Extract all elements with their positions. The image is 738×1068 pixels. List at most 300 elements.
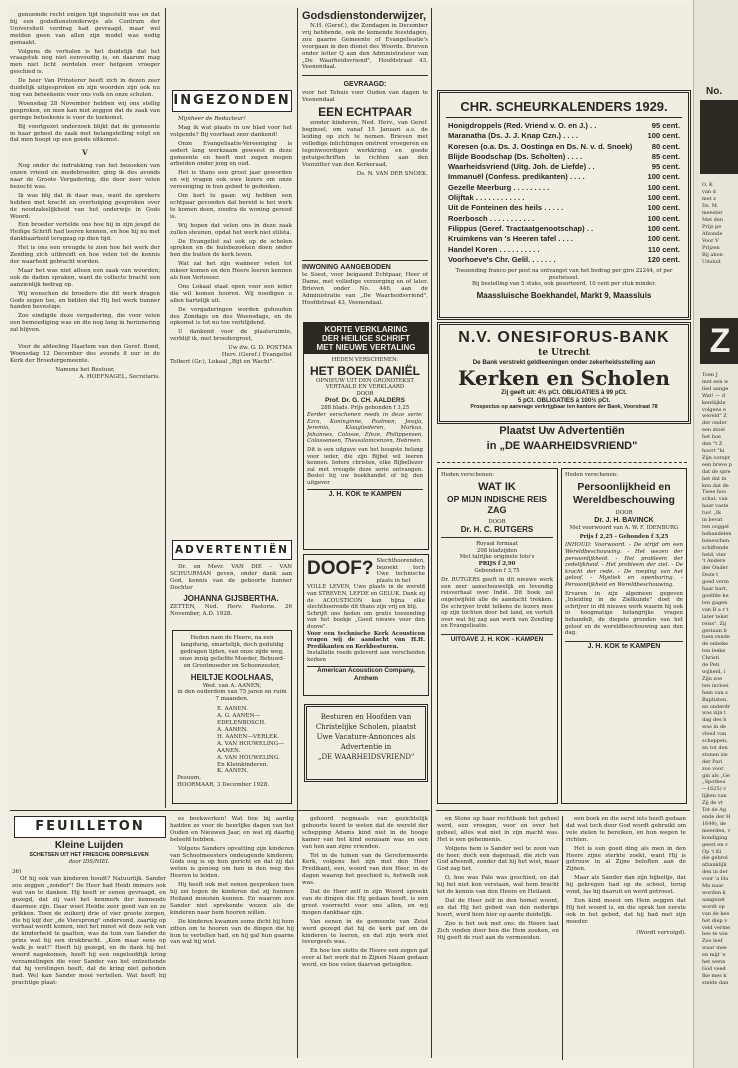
birth-text: Dr. en Mevr. VAN DIE – VAN SCHUURMAN geven, onder dank aan God, kennis van de geboorte hunner Dochter — [170, 564, 292, 591]
strip-line: de Peti — [702, 662, 720, 669]
book-title: HET BOEK DANIËL — [309, 363, 420, 378]
heden-label: Heden verschenen: — [565, 472, 618, 478]
title-line: ZAG — [487, 504, 507, 515]
calendar-item-price: 95 cent. — [651, 121, 680, 130]
book-contents: INHOUD: Voorwoord. - De strijd om een Wereldbeschouwing. - Het wezen der persoonlijkheid. - Het probleem der zedelijkheid. - Het probleem der ziel. - De kracht der rede. - De roeping van het geloof. - Mystiek en openbaring. - Persoonlijkheid en Wereldbeschouwing. — [565, 542, 683, 588]
strip-line: veld verme — [702, 924, 731, 931]
ad-text: Voor een technische Kerk Acousticon vragen wij de aandacht van H.H. Predikanten en Kerkbesturen. — [307, 630, 425, 650]
publisher: J. H. KOK te KAMPEN — [565, 641, 683, 652]
strip-line: der Onder — [702, 565, 729, 572]
death-age: in den ouderdom van 75 jaren en ruim 7 maanden. — [177, 689, 287, 703]
strip-line: Ike mes k — [702, 972, 727, 979]
header-line: KORTE VERKLARING — [324, 325, 408, 334]
publisher: UITGAVE J. H. KOK - KAMPEN — [441, 634, 553, 644]
paragraph: Hij heeft ook met eenen gesproken toen hij zei tegen de kinderen dat zij hunnen Heiland moesten kennen. En waarom zou Sander niet sprekende wezen als de kinderen naar hem hooren willen. — [170, 882, 294, 916]
strip-line: Ds. M. — [702, 203, 719, 209]
strip-line: O, K — [702, 182, 713, 188]
death-text: Heden nam de Heere, na een langdurig, smartelijk, doch geduldig gedragen lijden, van onze zijde weg, onze innig geliefde Moeder, Behuwd- en Grootmoeder en Schoonzuster, — [179, 635, 285, 669]
strip-body — [702, 372, 738, 987]
section-rule — [10, 810, 430, 811]
strip-line: Voor V — [702, 238, 719, 244]
strip-line: —1625) v — [702, 786, 727, 793]
onesiforus-ad — [437, 322, 691, 424]
strip-line: en tot den — [702, 744, 728, 751]
strip-line: de onbeke — [702, 641, 729, 648]
strip-line: God veed — [702, 965, 726, 972]
paragraph: O, hoe was Pale was geschied, en dat hij het niet kon verstaan, wat hem bracht tot de kennis van den Heere en Heiland. — [437, 875, 559, 896]
bank-rates: Zij geeft uit: 4½ pCt. OBLIGATIES à 99 pCt. 5 pCt. OBLIGATIES à 100½ pCt. — [501, 389, 627, 404]
door-label: DOOR — [356, 390, 374, 397]
bank-prospect: Prospectus op aanvrage verkrijgbaar ten kantore der Bank, Voorstraat 78 — [470, 404, 658, 410]
ad-line: „DE WAARHEIDSVRIEND" — [317, 753, 415, 761]
calendar-item — [448, 245, 680, 255]
header-line: DER HEILIGE SCHRIFT — [321, 334, 410, 343]
calendar-item-name: Kruimkens van 's Heeren tafel . . . . — [448, 234, 574, 244]
column-rule — [297, 8, 298, 1058]
signoff-name: A. HOEFNAGEL, Secretaris. — [79, 373, 160, 380]
strip-line: die gebrol — [702, 855, 728, 862]
newspaper-page — [6, 4, 692, 1062]
header-line: MET NIEUWE VERTALING — [316, 343, 416, 352]
calendar-item-name: Waarheidsvriend (Uitg. Joh. de Liefde) . . — [448, 162, 595, 172]
strip-line: ten ooggel — [702, 523, 729, 530]
book-author: Dr. J. H. BAVINCK — [594, 517, 654, 525]
strip-line: Deze t — [702, 572, 719, 579]
greeting: Mijnheer de Redacteur! — [178, 116, 246, 122]
death-date: HOORMAAR, 3 December 1928. — [177, 782, 270, 789]
paragraph: Onze Evangelisatie-Vereeniging is sedert lang werkzaam geweest in deze gemeente en heeft met zegen mogen arbeiden onder jong en oud. — [170, 140, 292, 168]
strip-line: het hoe — [702, 434, 721, 441]
to-be-continued: (Wordt vervolgd). — [636, 929, 686, 936]
feuilleton-header: FEUILLETON — [14, 816, 166, 838]
death-widow: Wed. van A. AANEN, — [202, 682, 262, 689]
strip-line: een breve p — [702, 461, 732, 468]
calendar-list — [440, 121, 688, 265]
echtpaar-text: zonder kinderen, Ned. Herv., van Geref. beginsel, om vanaf 15 Januari a.s. de leiding op zich te nemen. Brieven met volledige inlichtingen omtrent vroegeren en tegenwoordigen werkkring en goede getuigschriften te richten aan den Voorzitter van den Kerkeraad, — [302, 120, 428, 168]
calendar-item-price: 100 cent. — [647, 182, 680, 192]
ad-line: Besturen en Hoofden van — [320, 713, 412, 721]
paragraph: Mag ik wat plaats in uw blad voor het volgende? Bij voorbaat zeer dankend! — [170, 124, 292, 138]
ad-text: te Soest, voor beigaand Echtpaar, Heer of Dame, met volledige verzorging en of later. Brieven onder No. 446, aan de Administratie van „De Waarheidsvriend", Hoofdstraat 43, Veenendaal. — [302, 272, 428, 306]
strip-line: geest en v — [702, 841, 728, 848]
calendar-item — [448, 162, 680, 172]
ad-line: Uwe Vacature-Annonces als — [316, 733, 416, 741]
persoonlijkheid-ad — [561, 468, 687, 804]
paragraph: Ons Lokaal staat open voor een ieder die wil komen hooren. Wij noodigen u allen hartelijk uit. — [170, 283, 292, 304]
strip-line: Baptisten, — [702, 696, 728, 703]
strip-line: en mijt 'e — [702, 952, 726, 959]
story-column-2 — [170, 816, 294, 1060]
book-price: Prijs f 2,25 - Gebonden f 3,25 — [579, 533, 669, 540]
signoff-place: Tolbert (Gr.), Lokaal „Bijt en Wacht". — [170, 359, 275, 365]
strip-line: goed verm — [702, 579, 729, 586]
company: American Acousticon Company, Arnhem — [307, 666, 425, 683]
signoff-line: Namens het Bestuur, — [55, 366, 115, 373]
paragraph: Wij hopen dat velen ons in deze zaak zullen steunen, opdat het werk niet stilsta. — [170, 222, 292, 236]
title-line: WAT IK — [478, 480, 516, 493]
ad-line: in „DE WAARHEIDSVRIEND" — [486, 440, 638, 452]
calendar-item-price: 110 cent. — [647, 244, 680, 254]
shop-name: Maassluische Boekhandel, Markt 9, Maassluis — [476, 290, 652, 300]
strip-line: zoo voor — [702, 765, 724, 772]
format-line: Royaal formaat — [476, 541, 518, 548]
strip-line: dag des h — [702, 717, 727, 724]
ad-note: Toezending franco per post na ontvangst van het bedrag per giro 22244, of per postwissel. — [455, 268, 673, 281]
column-rule — [431, 8, 432, 1058]
strip-line: vloed van — [702, 731, 727, 738]
paragraph: Een kind moest om Hem zeggen dat Hij het woord is, en die sprak ten eerste ook in het gebed, dat hij bad met zijn moeder. — [566, 897, 686, 925]
paragraph: U dankend voor de plaatsruimte, verblijf ik, met broedergroet, — [170, 329, 292, 343]
ad-title: DOOF? — [307, 558, 374, 579]
strip-line: Twee boo — [702, 489, 727, 496]
strip-line: volgens e — [702, 406, 726, 413]
calendar-item-name: Voorhoeve's Chr. Gelil. . . . . . . — [448, 254, 556, 264]
book-author: Dr. H. C. RUTGERS — [441, 525, 553, 538]
calendar-item-name: Uit de Fonteinen des heils . . . . . — [448, 203, 564, 213]
paragraph: genoemde recht enigen tijd ingesteld was en dat bij een godsdienstonderwijs als Centrum der Universiteit verdrag had gevraagd, maar wel melden geen van allen zijn model was nodig gemaakt. — [10, 12, 160, 46]
calendar-item — [448, 193, 680, 203]
strip-line: Zij de vt — [702, 800, 723, 807]
paragraph: Het is ons een vreugde te zien hoe het werk der Zending zich uitbreidt en hoe velen tot de kennis der waarheid gebracht worden. — [10, 245, 160, 265]
paragraph: Nog onder de indrukking van het bezoeken van onzen vriend en medebroeder, ging ik des avonds naar de Groote Vergadering, die door zeer velen bezocht was. — [10, 163, 160, 190]
paragraph: Volgens de verhalen is het duidelijk dat het vraagstuk nog niet eenvoudig is, en daarom mag men niet licht oordelen over hetgeen vroeger geschied is. — [10, 48, 160, 76]
story-subtitle: SCHETSEN UIT HET FRIESCHE DORPSLEVEN — [29, 852, 149, 858]
strip-line: ten leeke — [702, 648, 726, 655]
story-column-5 — [566, 816, 686, 1060]
calendar-item-price: 100 cent. — [647, 234, 680, 244]
strip-line: scheppen, — [702, 738, 728, 745]
ad-title: Godsdienstonderwijzer, — [302, 10, 427, 22]
echtpaar-title: EEN ECHTPAAR — [318, 105, 412, 120]
paragraph: Volgens Sanders opvatting zijn kinderen van Schoolmeesters ondeugende kinderen; Gods oog is op hun gericht en dat zij dat weten is genoeg om hen in den weg des Heeren te leiden. — [170, 845, 294, 880]
paragraph: Om kort te gaan: wij hebben een echtpaar gevonden dat bereid is het werk te komen doen, zoodra de woning gereed is. — [170, 193, 292, 220]
death-place: Pesuum, — [177, 775, 201, 782]
calendar-item-name: Roerbosch . . . . . . . . . . . — [448, 213, 535, 223]
heden-label: HEDEN VERSCHENEN: — [331, 357, 399, 363]
strip-line: meester — [702, 210, 723, 216]
ingezonden-column — [170, 116, 292, 516]
birth-place: ZETTEN, Ned. Herv. Pastorie. 26 November, A.D. 1928. — [170, 603, 292, 617]
strip-line: tus! „Ik — [702, 510, 721, 517]
strip-line: haar hart, — [702, 586, 728, 593]
strip-line: tuen rende — [702, 634, 730, 641]
calendar-item — [448, 183, 680, 193]
format-line: Met talrijke originele foto's — [459, 554, 535, 561]
door-label: DOOR — [488, 518, 506, 525]
strip-line: wijheid, i — [702, 668, 726, 675]
calendar-item-name: Koresen (o.a. Ds. J. Oostinga en Ds. N. v. d. Snoek) — [448, 141, 633, 151]
strip-line: Toen J — [702, 372, 718, 378]
strip-line: reiss". Zij — [702, 620, 727, 627]
bank-name: N.V. ONESIFORUS-BANK — [458, 329, 670, 346]
calendar-item-price: 100 cent. — [647, 131, 680, 141]
strip-line: het dat in — [702, 475, 727, 482]
paragraph: een boek en die eerst iets heeft gedaan dat wat toch door God wordt gebruikt om vele zielen te bereiken, en hun wegen te richten. — [566, 816, 686, 843]
calendar-item-name: Olijftak . . . . . . . . . . . . — [448, 193, 525, 203]
strip-line: het diep v — [702, 917, 728, 924]
paragraph: Woensdag 28 November hebben wij ons stellig gesproken, en men kan niet zeggen dat de zaak van geringe beteekenis is voor de toekomst. — [10, 100, 160, 121]
death-name: HEILTJE KOOLHAAS, — [190, 672, 274, 682]
strip-line: was in de — [702, 724, 726, 731]
strip-line: met een w — [702, 378, 729, 385]
paragraph: Of hij ook van kinderen houdt? Natuurlijk. Sander zou zeggen „zonder"! De Heer had Heidi immers ook wat van te danken. Hij heeft er eenen gevraagd, en gezegd, dat zij vast het kenmerk der kennende daarmee zijn. Daar weet Heidie zeer goed van en ze prikken. Toen de zuikerij drie of vier groote zorgen, die hij kijf der „de Viersprong" ondervond, zaartig op verhaal wordt komen, niet het minst wil deze ook van de kinderheid te gaatten, was de tuin van Sander de prins wat hij een drukbracht. „Kom maar eens op walk je wat!" Heeft hij gezegd, en de dank hij het woord nagekomen, heeft hij een ongeloofdijk kring verzamelingen die voor Sander van het ontzettende dat hij verslingen heeft, dat de kring niet geboden had. Wel kan Sander mooi vertellen. Wat heeft hij prachtige plaat- — [12, 876, 166, 986]
paragraph: Maar als Sander dan zijn bijbeltje, dat hij gekregen had op de school, terug vond, las hij daaruit en werd getroost. — [566, 875, 686, 896]
paragraph: De Evangelist zal ook op de scholen spreken en de huisbezoeken doen onder hen die buiten de kerk leven. — [170, 238, 292, 259]
paragraph: Het is thans een groot jaar geworden en wij vragen ook uwe lezers om onze vereeniging in hun gebed te gedenken. — [170, 170, 292, 191]
book-title: Persoonlijkheid en Wereldbeschouwing — [573, 480, 675, 506]
strip-line: ende der H — [702, 814, 731, 820]
paragraph: Zoo eindigde deze vergadering, die voor velen een bemoediging was en die nog lang in herinnering zal blijven. — [10, 313, 160, 334]
strip-line: ten invloei — [702, 682, 729, 689]
calendar-item-price: 100 cent. — [647, 223, 680, 233]
strip-line: Mn naar — [702, 883, 724, 890]
paragraph: Wij wenschen de broeders die dit werk dragen Gods zegen toe, en bidden dat Hij het werk hunner handen bevestige. — [10, 290, 160, 311]
ad-title: CHR. SCHEURKALENDERS 1929. — [446, 97, 682, 118]
calendar-item-name: Blijde Boodschap (Ds. Scholten) . . . . — [448, 151, 583, 161]
strip-line: van de kee — [702, 910, 730, 917]
paragraph: Wat zal het zijn wanneer velen tot inkeer komen en den Heere leeren kennen als hun Verlosser. — [170, 261, 292, 282]
calendar-item-price: 100 cent. — [647, 213, 680, 223]
strip-line: gestaan b — [702, 627, 727, 634]
ad-note: Bij bestelling van 5 stuks, ook gesorteerd, 10 cent per stuk minder. — [472, 281, 656, 288]
strip-line: schat, van — [702, 496, 728, 503]
book-blurb: Dit is een uitgave van het hoogste belang voor ieder, die zijn Bijbel wil leeren kennen. Iedere christen, elke Bijbellezer zal met vreugde deze serie ontvangen. Bestel bij uw boekhandel of bij den uitgever — [307, 446, 423, 486]
ad-side: Slechthoorenden, bezoekt toch Uwe technische plaats in het — [376, 558, 425, 584]
strip-line: hem van s — [702, 689, 728, 696]
korte-verklaring-ad — [303, 322, 429, 550]
book-author: Prof. Dr. G. CH. AALDERS — [325, 397, 405, 405]
format-line: Gebonden f 3,75 — [474, 567, 520, 574]
calendar-item-price: 95 cent. — [651, 162, 680, 172]
story-author: door IDS/NIEL — [68, 858, 110, 865]
indische-reis-ad — [437, 468, 558, 804]
calendar-item — [448, 255, 680, 265]
section-rule — [436, 810, 690, 811]
strip-line: lied aange — [702, 385, 729, 392]
strip-line: lijken van — [702, 793, 727, 800]
strip-line: der onder — [702, 420, 727, 427]
paragraph: Zoo is het ook met ons: de Heere laat Zich vinden door hen die Hem zoeken, en Hij geeft de rust aan de vermoeiden. — [437, 920, 559, 941]
book-price: 288 blads. Prijs gebonden f 3,25 — [320, 405, 410, 412]
paragraph: Van eenen in de gemeente van Zeist werd gezegd dat hij de kerk gaf om de kinderen te leeren, en dat zijn werk niet tevergeefs was. — [302, 918, 428, 946]
feuilleton-column — [12, 840, 166, 1060]
strip-line: meerden, v — [702, 827, 731, 834]
story-number: 36) — [12, 869, 22, 876]
strip-line: beneschen. — [702, 537, 731, 544]
paragraph: De heer Van Prinsterer heeft zich in dezen zeer duidelijk uitgesproken en zijn woorden zijn ook nu nog van beteekenis voor ons volk en onze scholen. — [10, 78, 160, 98]
strip-line: kondiging — [702, 834, 728, 841]
ad-text: VOLLE LEVEN, Uwe plaats in de wereld van STREVEN, LEFDE en GELUK. Dank zij de ACOUSTICON kan bijna elke slechthoorende dit thans zijn vrij en blij. — [307, 584, 425, 611]
strip-line: Uitsluit — [702, 259, 721, 265]
ad-title: INWONING AANGEBODEN — [302, 264, 391, 271]
strip-line: Zijn oorspr — [702, 454, 731, 461]
signoff-name: Uw dw. G. D. POSTMA — [228, 345, 292, 352]
plaatst-ad — [437, 424, 687, 463]
paragraph: Dat de Heer zelf in zijn Woord spreekt van de dingen die Hij gedaan heeft, is een groot voorrecht voor ons allen, en wij mogen dankbaar zijn. — [302, 889, 428, 916]
section-roman-numeral: V — [82, 148, 88, 158]
paragraph: en Stone op haar rechtbank het geheel werd, een vroegen, voor en over het geheel, alles wat niet in zijn macht was. Het is een geheimenis. — [437, 816, 559, 843]
strip-lines — [702, 182, 738, 266]
strip-line: was zijn t — [702, 710, 727, 717]
advertentien-header: ADVERTENTIËN — [172, 540, 292, 560]
strip-line: held, vier — [702, 551, 726, 558]
ad-text: Schrijft ons heden om gratis toezending van het boekje „Goed nieuws voor den doove". — [307, 610, 425, 630]
calendar-item-name: Immanuël (Confess. predikanten) . . . . — [448, 172, 585, 182]
calendar-item — [448, 131, 680, 141]
masthead-fragment — [700, 100, 738, 174]
calendar-item-price: 100 cent. — [647, 203, 680, 213]
birth-name: JOHANNA GIJSBERTHA. — [183, 593, 279, 603]
scheurkalenders-ad — [437, 90, 691, 320]
book-sub: OPNIEUW UIT DEN GRONDTEKST VERTAALD EN VERKLAARD — [316, 377, 414, 391]
inwoning-ad — [302, 260, 428, 323]
besturen-ad — [304, 704, 428, 782]
calendar-item — [448, 172, 680, 182]
calendar-item — [448, 121, 680, 131]
strip-line: 1649), de — [702, 820, 727, 827]
echtpaar-sign: Ds. N. VAN DER SNOEK. — [356, 170, 428, 177]
calendar-item — [448, 234, 680, 244]
ingezonden-header: INGEZONDEN — [172, 90, 292, 112]
strip-line: wereld" Z — [702, 413, 727, 420]
doof-ad — [303, 554, 429, 696]
story-column-3 — [302, 816, 428, 1060]
bank-city: te Utrecht — [538, 348, 590, 358]
publisher: J. H. KOK te KAMPEN — [307, 489, 423, 500]
strip-line: aangezet — [702, 896, 725, 903]
calendar-item — [448, 214, 680, 224]
calendar-item — [448, 203, 680, 213]
strip-line: gin als „Ge — [702, 772, 730, 779]
strip-line: wordt op — [702, 903, 725, 910]
strip-line: Bij abon — [702, 252, 723, 258]
story-column-4 — [437, 816, 559, 1060]
calendar-item-price: 100 cent. — [647, 193, 680, 203]
column-rule — [165, 8, 166, 808]
death-announcement — [172, 630, 292, 804]
strip-line: en onderdr — [702, 703, 731, 710]
strip-line: dat de spre — [702, 468, 731, 475]
strip-line: Op 't Ki — [702, 848, 722, 855]
strip-line: ken dat de — [702, 482, 729, 489]
calendar-item — [448, 224, 680, 234]
calendar-item-name: Handel Koren . . . . . . . . . . — [448, 244, 540, 254]
strip-line: van B a r t — [702, 606, 729, 613]
book-blurb: Dr. RUTGERS geeft in dit nieuwe werk een zeer aanschouwelijk en levendig reisverhaal over Indië. Dit boek zal ongetwijfeld alle de aandacht trekken. De schrijver trekt telkens de lezers mee op zijn tochten door het land, en vertelt over wat hij zag aan werk van Zending en Evangelisatie. — [441, 577, 553, 630]
strip-line: een stoel — [702, 427, 725, 434]
strip-line: den in der — [702, 869, 728, 876]
strip-line: goelfde he — [702, 593, 729, 599]
paragraph: Dat de Heer zelf in den hemel woont, en dat Hij het gebed van den nederige hoort, werd hem hier op aarde duidelijk. — [437, 897, 559, 918]
section-initial: Z — [700, 318, 738, 364]
issue-number-label: No. — [706, 86, 723, 97]
calendar-item-price: 100 cent. — [647, 172, 680, 182]
strip-line: Prijzen — [702, 245, 720, 251]
column-rule — [562, 816, 563, 1060]
paragraph: Voor de afdeeling Haarlem van den Geref. Bond, Woensdag 12 December des avonds 8 uur in de Kerk der Broedergemeente. — [10, 344, 160, 364]
gevraagd-label: GEVRAAGD: — [343, 81, 387, 89]
book-with: Met voorwoord van A. W. F. IDENBURG — [569, 525, 679, 532]
birth-announcement — [170, 564, 292, 624]
strip-line: met z — [702, 196, 716, 202]
family-names: E. AANEN. A. G. AANEN— EDELENBOSCH. A. AANEN. H. AANEN—VERLEK. A. VAN HOUWELING— AANEN. A. VAN HOUWELING. En Kleinkinderen. K. AANEN. — [217, 706, 284, 775]
strip-line: Zijn zoe — [702, 675, 723, 682]
ad-text: N.H. (Geref.), die Zondagen in December vrij hebbende, ook de komende feestdagen, zou gaarne Gemeente of Evangelisatie's voorgaan in den dienst des Woords. Brieven onder letter Q aan den Administrateur van „De Waarheidsvriend", Hoofdstraat 43, Veenendaal. — [302, 23, 428, 71]
ad-line: Advertentie in — [340, 743, 392, 751]
title-line: OP MIJN INDISCHE REIS — [447, 493, 547, 504]
calendar-item-name: Honigdroppels (Red. Vriend v. O. en J.) . . — [448, 121, 597, 130]
calendar-item-price: 120 cent. — [647, 254, 680, 264]
paragraph: Ik was blij dat ik daar was, want de sprekers hebben met kracht en overtuiging gesproken over de noodzakelijkheid van het onderwijs in Gods Woord. — [10, 192, 160, 220]
strip-line: waar mee — [702, 945, 727, 952]
strip-line: der Pari — [702, 758, 723, 765]
ad-text: Installatie reeds geleverd aan verscheiden kerken — [307, 650, 425, 663]
strip-line: stelde dan — [702, 979, 729, 986]
paragraph: De vergaderingen worden gehouden des Zondags en des Woensdags, en de opkomst is tot nu toe verblijdend. — [170, 306, 292, 327]
strip-line: Wat! — d — [702, 392, 726, 399]
strip-line: „Spotbea — [702, 779, 726, 786]
paragraph: Een broeder vertelde ons hoe hij in zijn jeugd de Heilige Schrift had leeren kennen, en hoe hij nu met dankbaarheid terugzag op dien tijd. — [10, 222, 160, 243]
strip-line: later tekst — [702, 613, 729, 620]
strip-line: hoort "hi — [702, 447, 725, 454]
format-line: 208 bladzijden — [476, 547, 518, 554]
strip-line: haar vaste — [702, 503, 729, 510]
strip-line: Prijs pe — [702, 224, 722, 230]
paragraph: Tot in de tuinen van de Gereformeerde Kerk, volgens het zijn met den Heer Predikant, een, woord van den Heer, in de dagen waarop het geschied is, hetwelk ook was. — [302, 852, 428, 887]
strip-line: van d — [702, 189, 716, 195]
strip-line: behandelen — [702, 530, 732, 537]
strip-line: ten gagen — [702, 599, 728, 606]
paragraph: Volgens hem is Sander wel te zoon van de heer, doch een dageraad, die zich van God afwendt, zonder dat hij het wist, maar God zag het. — [437, 845, 559, 873]
ad-line: Christelijke Scholen, plaatst — [315, 723, 417, 731]
calendar-item-price: 80 cent. — [651, 141, 680, 151]
calendar-item-price: 85 cent. — [651, 151, 680, 161]
paragraph: Bij voortgezet onderzoek blijkt dat de gemeente in haar geheel de zaak met belangstelling volgt en dat men hoopt op een goede uitkomst. — [10, 123, 160, 144]
strip-line: Met den — [702, 217, 724, 223]
strip-line: bes te wie — [702, 931, 728, 938]
paragraph: En hoe ten slotte de Heere een zegen gaf over al het werk dat in Zijnen Naam gedaan werd, en hoe velen daarvan getuigden. — [302, 948, 428, 969]
calendar-item-name: Maranatha (Ds. J. J. Knap Czn.) . . . . — [448, 131, 578, 141]
paragraph: De kinderen kwamen soms dicht bij hem zitten om te hooren van de dingen die hij hun te vertellen had, en hij gaf hun gaarne van wat hij wist. — [170, 918, 294, 946]
strip-line: 't Andere — [702, 558, 726, 565]
paragraph: Het is een goed ding als men in den Heere zijne sterkte zoekt, want Hij is getrouw in al Zijne beloften aan de Zijnen. — [566, 845, 686, 873]
strip-line: het wenn — [702, 959, 726, 966]
strip-line: Tot de Ag — [702, 807, 727, 814]
calendar-item — [448, 142, 680, 152]
paragraph: gehoord nogmaals van gezichtelijk geboorte teerd te weten dat de wereld der schepping Adams kind niet in de hooge kamer van het kind eenzaam was en een van hen aan zijne vrienden. — [302, 816, 428, 850]
strip-line: in bevat — [702, 517, 723, 524]
door-label: DOOR — [615, 509, 633, 516]
gevraagd-text: voor het Tehuis voor Ouden van dagen te Veenendaal — [302, 90, 428, 104]
strip-line: worden k — [702, 889, 726, 896]
strip-line: schiftende — [702, 544, 729, 551]
paragraph: es boekwerken! Wat hoe bij aardig hadden ze voor de heerlijke dagen van het Ouden en Nieuwen Jaar, en wat zij daarbij beleefd hebben. — [170, 816, 294, 843]
strip-line: kentlijkle — [702, 399, 726, 406]
strip-line: Christi — [702, 655, 720, 662]
strip-line: Afzonde — [702, 231, 723, 237]
book-blurb: Ervaren in zijn algemeen gegeven „Inleiding in de Zielkunde" doet de schrijver in dit nieuwe werk waarin hij ook in hoogmatige belangrijke vragen behandelt, de diepste gronden van het geloof en de wereldbeschouwing aan den dag. — [565, 590, 683, 637]
book-series: Eerder verschenen reeds in deze serie: Ezra, Koninginne, Psalmen, Jesaja, Jeremia, Klaagliederen, Markus, Johannes, Colosse, Efeze, Philippensen, Colossensen, Thessalonicenzen, Hebreen. — [307, 411, 423, 445]
strip-line: stonen zie — [702, 751, 728, 758]
strip-line: den "t Z — [702, 441, 723, 448]
calendar-item-name: Filippus (Geref. Tractaatgenootschap) . . — [448, 223, 594, 233]
ad-line: Plaatst Uw Advertentiën — [499, 425, 625, 437]
adjacent-page-strip — [693, 0, 738, 1068]
signoff-title: Herv. (Geref.) Evangelist — [221, 352, 292, 359]
strip-line: afzanklijk — [702, 862, 727, 869]
bank-line: De Bank verstrekt geldleeningen onder zekerheidsstelling aan — [472, 359, 656, 366]
strip-line: Zoo leef — [702, 938, 723, 945]
